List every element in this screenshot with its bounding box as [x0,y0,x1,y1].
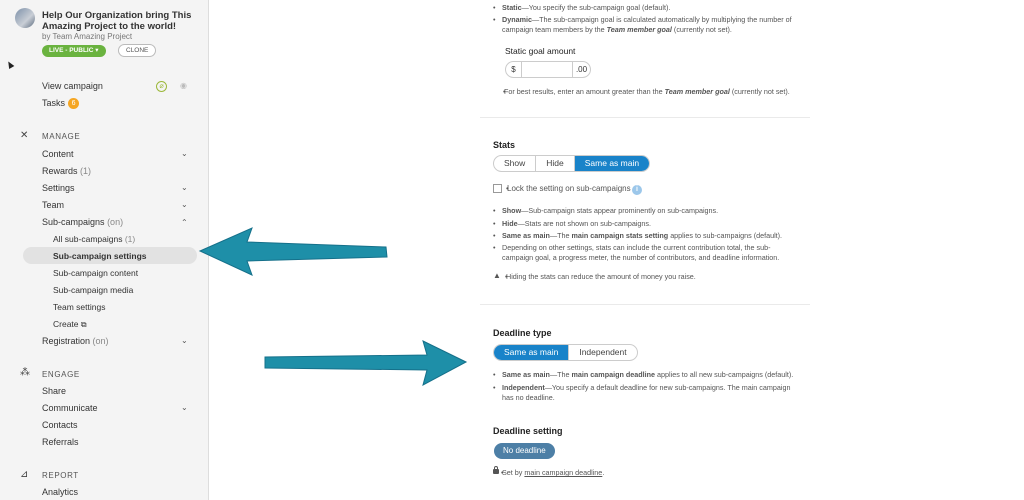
stats-bullet-show: • Show—Sub-campaign stats appear prominently on sub-campaigns. [494,206,794,216]
campaign-byline: by Team Amazing Project [42,32,133,41]
campaign-title[interactable]: Help Our Organization bring This Amazing Project to the world! [42,10,192,32]
sidebar-item-analytics[interactable]: Analytics [42,487,79,497]
lock-setting-checkbox[interactable] [493,184,502,193]
sidebar [0,0,209,500]
stats-segmented-control[interactable] [493,155,650,172]
annotation-arrow-left [198,224,390,276]
goal-bullet-dynamic: • Dynamic—The sub-campaign goal is calculated automatically by multiplying the number of campaign team members by the Team member goal (currently not set). [494,15,794,34]
sidebar-item-sub-campaign-settings[interactable]: Sub-campaign settings [53,251,147,261]
tasks-label: Tasks [42,98,66,108]
deadline-setting-note: • Set by main campaign deadline. [502,468,802,478]
stats-bullet-details: • Depending on other settings, stats can include the current contribution total, the sub-campaign goal, a progress meter, the number of contributors, and deadline information. [494,243,794,262]
stats-title: Stats [493,140,516,150]
info-icon[interactable]: i [632,185,642,195]
warning-icon: ▲ [493,271,501,280]
chevron-up-icon[interactable]: ⌃ [181,218,188,227]
sidebar-item-create[interactable]: Create ⧉ [53,319,87,329]
sidebar-item-referrals[interactable]: Referrals [42,437,79,447]
chevron-down-icon[interactable]: ⌄ [181,403,188,412]
stats-warning: • Hiding the stats can reduce the amount of money you raise. [506,272,806,282]
eye-icon[interactable]: ◉ [180,81,187,90]
stats-bullet-hide: • Hide—Stats are not shown on sub-campaigns. [494,219,794,229]
sidebar-item-all-sub-campaigns[interactable]: All sub-campaigns (1) [53,234,136,244]
sidebar-item-team-settings[interactable]: Team settings [53,302,106,312]
clone-button[interactable]: CLONE [118,44,156,57]
sidebar-item-share[interactable]: Share [42,386,67,396]
deadline-type-title: Deadline type [493,328,552,338]
stats-option-hide[interactable]: Hide [536,156,574,171]
campaign-avatar[interactable] [15,8,35,28]
mouse-cursor-icon [6,60,15,69]
sidebar-item-settings[interactable]: Settings [42,183,75,193]
sidebar-item-sub-campaign-content[interactable]: Sub-campaign content [53,268,139,278]
deadline-option-independent[interactable]: Independent [579,347,627,357]
currency-prefix: $ [506,62,522,77]
main-campaign-deadline-link[interactable]: main campaign deadline [524,468,603,477]
deadline-setting-title: Deadline setting [493,426,563,436]
sidebar-item-contacts[interactable]: Contacts [42,420,78,430]
static-goal-field[interactable] [522,62,572,77]
engage-icon: ⁂ [20,367,30,378]
stats-option-show[interactable]: Show [494,156,536,171]
engage-header: ENGAGE [42,370,80,379]
cents-suffix: .00 [572,62,590,77]
sidebar-item-content[interactable]: Content [42,149,74,159]
lock-icon [493,469,499,474]
deadline-bullet-same: • Same as main—The main campaign deadline applies to all new sub-campaigns (default). [494,370,794,380]
no-deadline-button[interactable]: No deadline [494,443,555,459]
sidebar-item-sub-campaign-media[interactable]: Sub-campaign media [53,285,134,295]
deadline-type-segmented-control[interactable] [493,344,638,361]
stats-bullet-same: • Same as main—The main campaign stats setting applies to sub-campaigns (default). [494,231,794,241]
deadline-bullet-independent: • Independent—You specify a default deadline for new sub-campaigns. The main campaign has no deadline. [494,383,794,402]
annotation-arrow-right [263,340,469,386]
compass-icon[interactable]: ⌀ [156,81,167,92]
static-goal-label: Static goal amount [505,46,576,56]
chevron-down-icon[interactable]: ⌄ [181,336,188,345]
section-divider [480,304,810,305]
sidebar-item-team[interactable]: Team [42,200,65,210]
external-link-icon: ⧉ [80,320,87,329]
sidebar-item-registration[interactable]: Registration (on) [42,336,109,346]
static-goal-hint: • For best results, enter an amount greater than the Team member goal (currently not set). [504,87,804,97]
tasks-count-badge: 6 [68,98,79,109]
chevron-down-icon[interactable]: ⌄ [181,200,188,209]
goal-bullet-static: • Static—You specify the sub-campaign goal (default). [494,3,794,13]
chevron-down-icon[interactable]: ⌄ [181,149,188,158]
status-badge[interactable]: LIVE - PUBLIC ▾ [42,45,106,57]
sidebar-item-tasks[interactable] [42,98,79,109]
sidebar-item-communicate[interactable]: Communicate [42,403,98,413]
lock-setting-label[interactable]: • Lock the setting on sub-campaigns [507,184,631,194]
deadline-option-same-as-main[interactable]: Same as main [494,345,569,360]
sidebar-item-sub-campaigns[interactable]: Sub-campaigns (on) [42,217,124,227]
section-divider [480,117,810,118]
manage-icon: ✕ [20,130,29,141]
chevron-down-icon[interactable]: ⌄ [181,183,188,192]
sidebar-item-rewards[interactable]: Rewards (1) [42,166,92,176]
static-goal-input[interactable] [505,61,591,78]
stats-option-same-as-main[interactable]: Same as main [575,156,649,171]
report-icon: ⊿ [20,469,29,480]
view-campaign-link[interactable]: View campaign [42,81,103,91]
report-header: REPORT [42,471,79,480]
manage-header: MANAGE [42,132,81,141]
